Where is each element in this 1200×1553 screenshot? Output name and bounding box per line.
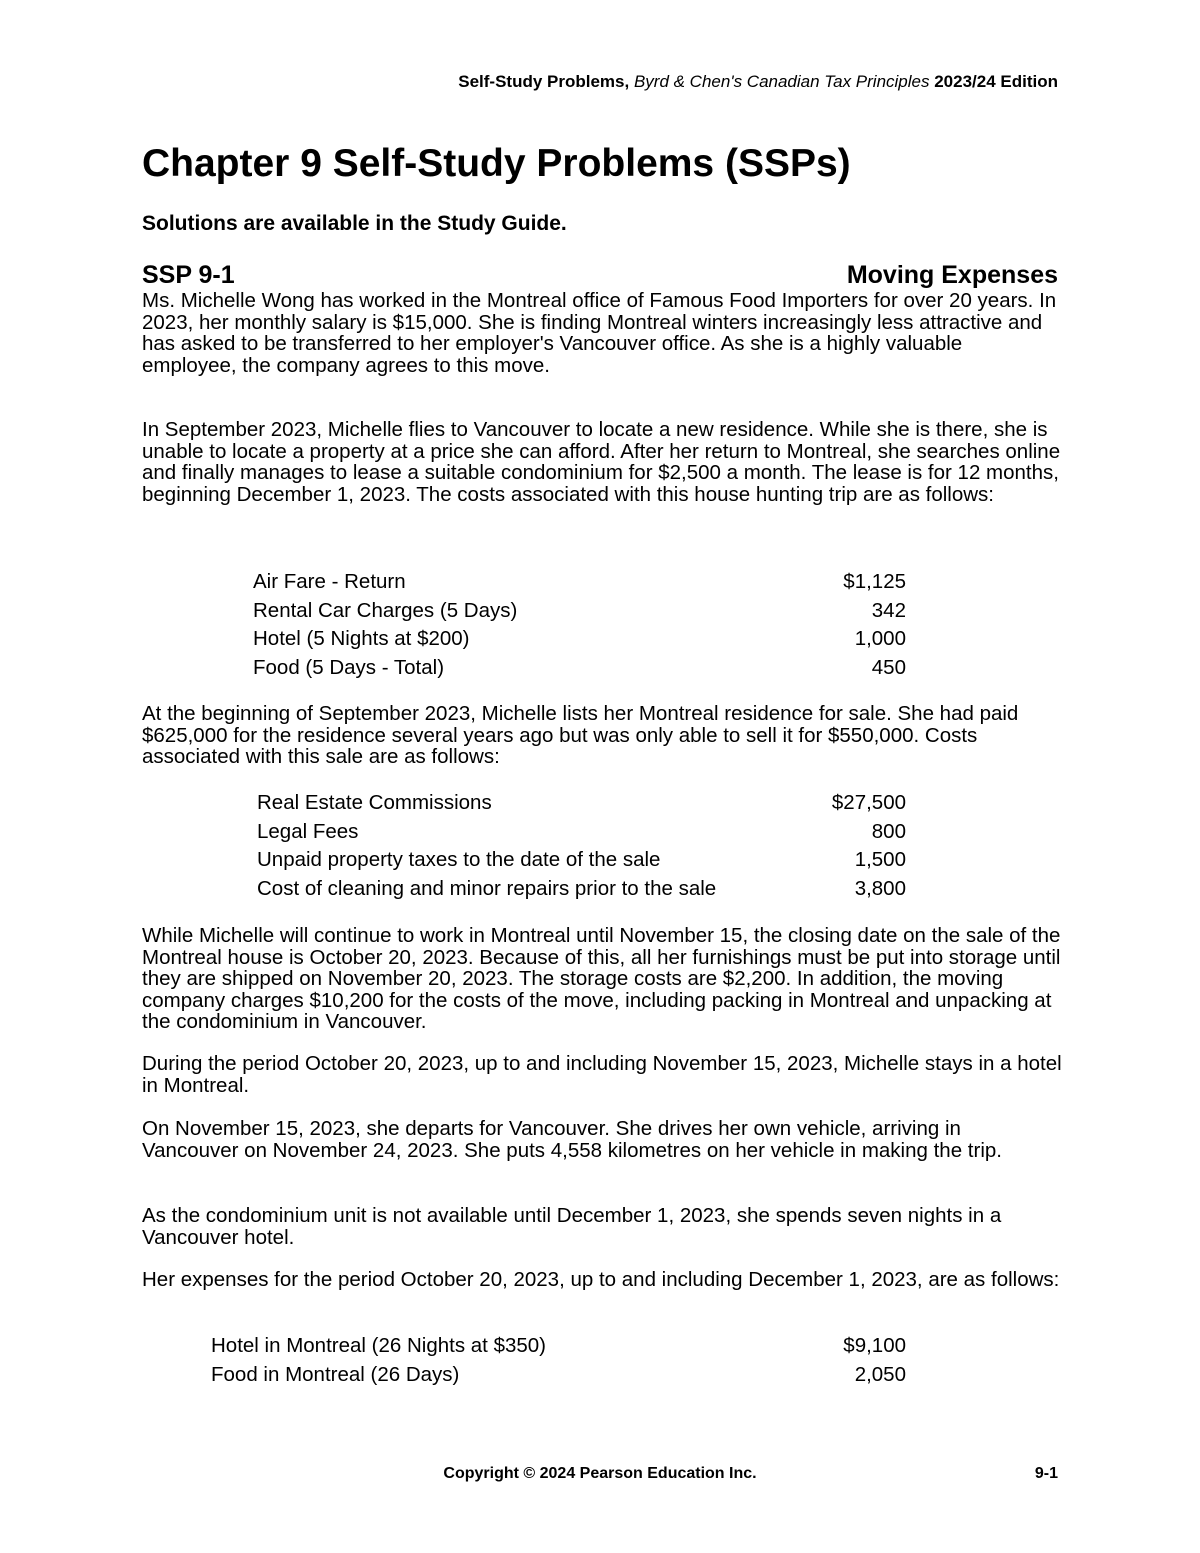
sale-costs-table (257, 789, 906, 903)
table-row: Rental Car Charges (5 Days) 342 (253, 598, 906, 622)
page-footer (0, 1462, 1200, 1486)
table-row: Hotel (5 Nights at $200) 1,000 (253, 627, 906, 650)
paragraph-drive: On November 15, 2023, she departs for Vancouver. She drives her own vehicle, arriving in Vancouver on November 24, 2023. She puts 4,558 kilometres on her vehicle in making the trip. (142, 1117, 1002, 1162)
paragraph-storage-move: While Michelle will continue to work in Montreal until November 15, the closing date on the sale of the Montreal house is October 20, 2023. Because of this, all her furnishings must be put into storage until they are shipped on November 20, 2023. The storage costs are $2,200. In addition, the moving company charges $10,200 for the costs of the move, including packing in Montreal and unpacking at the condominium in Vancouver. (142, 924, 1061, 1033)
paragraph-expenses-intro: Her expenses for the period October 20, 2023, up to and including December 1, 2023, are as follows: (142, 1268, 1060, 1291)
problem-topic: Moving Expenses (846, 261, 1058, 289)
table-row: Food (5 Days - Total) 450 (253, 655, 906, 679)
header-book-title: Byrd & Chen's Canadian Tax Principles (633, 72, 935, 91)
period-expenses-table (211, 1332, 906, 1389)
house-hunting-costs-table (253, 568, 906, 682)
header-edition: 2023/24 Edition (934, 72, 1058, 91)
paragraph-house-sale: At the beginning of September 2023, Michelle lists her Montreal residence for sale. She had paid $625,000 for the residence several years ago but was only able to sell it for $550,000. Costs associated with this sale are as follows: (142, 702, 1019, 768)
table-row: Real Estate Commissions $27,500 (257, 791, 906, 814)
paragraph-house-hunting: In September 2023, Michelle flies to Vancouver to locate a new residence. While she is there, she is unable to locate a property at a price she can afford. After her return to Montreal, she searches online and finally manages to lease a suitable condominium for $2,500 a month. The lease is for 12 months, beginning December 1, 2023. The costs associated with this house hunting trip are as follows: (142, 418, 1061, 506)
chapter-title: Chapter 9 Self-Study Problems (SSPs) (142, 142, 851, 185)
paragraph-montreal-hotel: During the period October 20, 2023, up to and including November 15, 2023, Michelle stays in a hotel in Montreal. (142, 1052, 1062, 1097)
solutions-note: Solutions are available in the Study Guide. (142, 212, 567, 235)
table-row: Legal Fees 800 (257, 819, 906, 843)
header-series: Self-Study Problems, (458, 72, 634, 91)
table-row: Cost of cleaning and minor repairs prior to the sale 3,800 (257, 876, 906, 900)
problem-number: SSP 9-1 (142, 261, 235, 289)
copyright-notice: Copyright © 2024 Pearson Education Inc. (443, 1465, 757, 1482)
paragraph-intro: Ms. Michelle Wong has worked in the Montreal office of Famous Food Importers for over 20 years. In 2023, her monthly salary is $15,000. She is finding Montreal winters increasingly less attractive and has asked to be transferred to her employer's Vancouver office. As she is a highly valuable employee, the company agrees to this move. (142, 289, 1057, 377)
table-row: Unpaid property taxes to the date of the sale 1,500 (257, 848, 906, 871)
table-row: Food in Montreal (26 Days) 2,050 (211, 1362, 906, 1386)
running-header (0, 72, 1058, 92)
problem-heading (142, 258, 1058, 292)
table-row: Air Fare - Return $1,125 (253, 570, 906, 593)
table-row: Hotel in Montreal (26 Nights at $350) $9,100 (211, 1334, 906, 1357)
paragraph-vancouver-hotel: As the condominium unit is not available until December 1, 2023, she spends seven nights in a Vancouver hotel. (142, 1204, 1002, 1249)
page-number: 9-1 (1034, 1465, 1058, 1482)
